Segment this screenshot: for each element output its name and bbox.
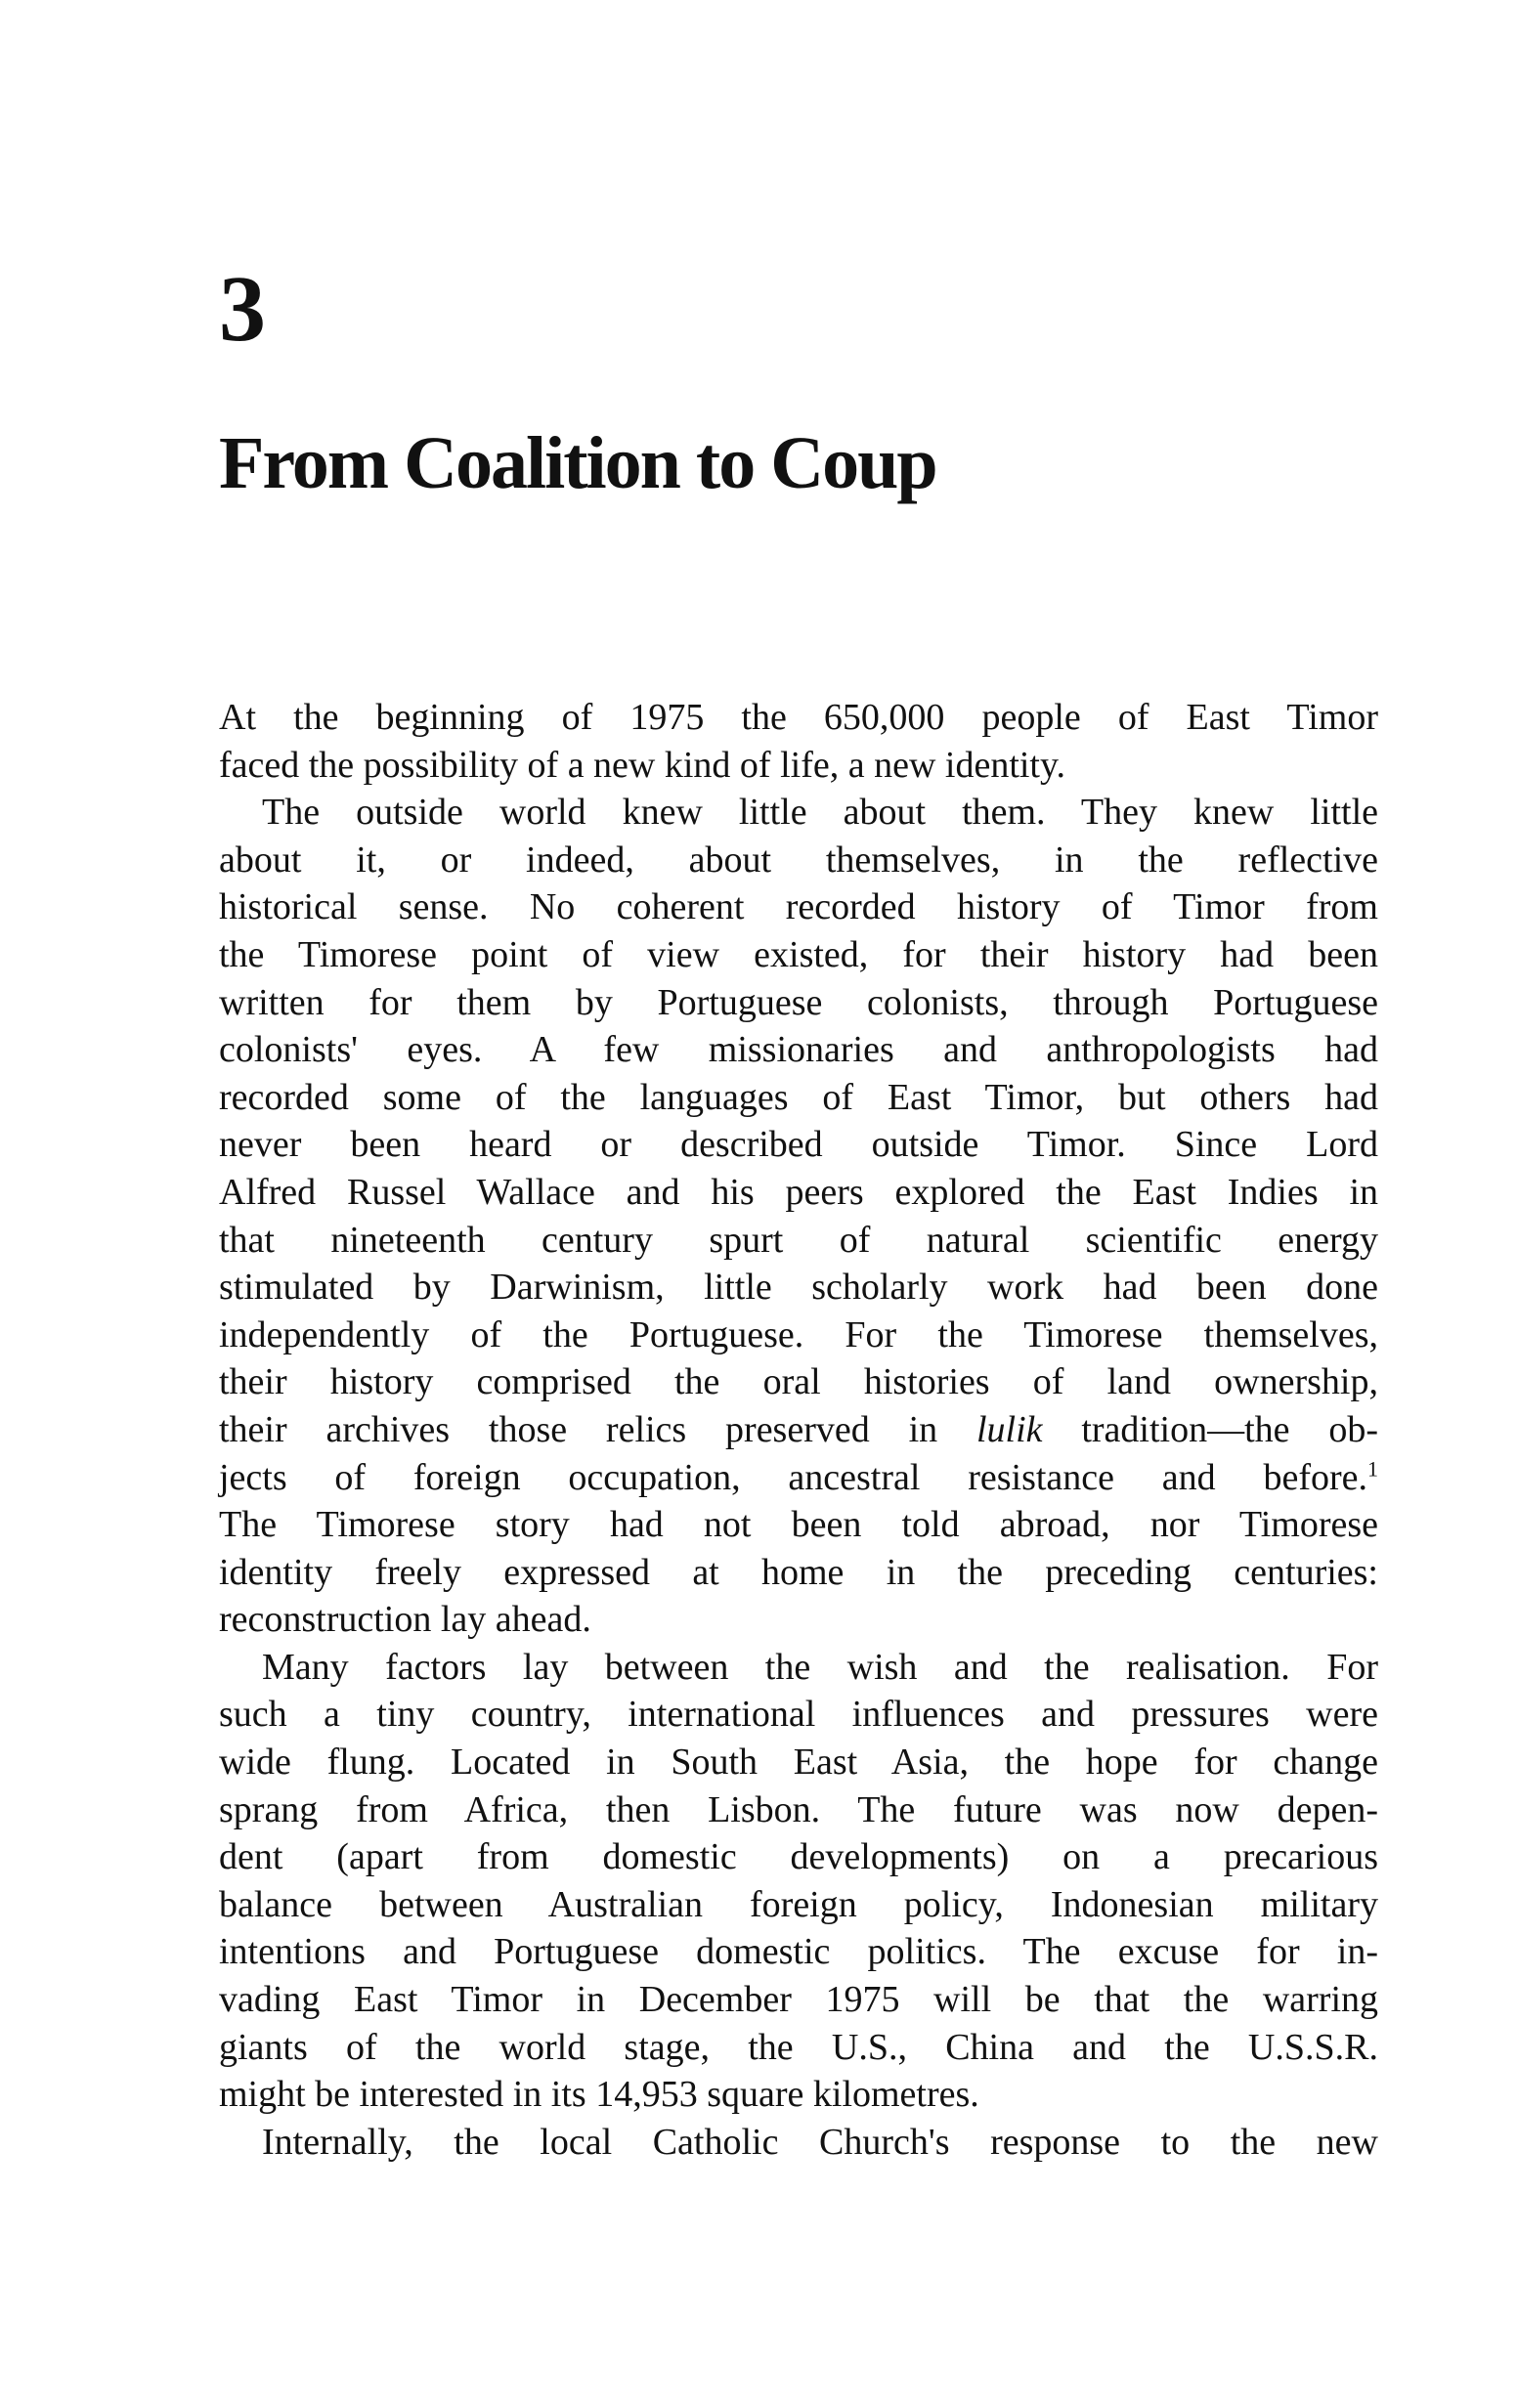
text-segment: their archives those relics preserved in	[219, 1408, 938, 1450]
paragraph	[219, 694, 1378, 789]
text-line: wide flung. Located in South East Asia, the hope for change	[219, 1742, 1378, 1784]
text-line: colonists' eyes. A few missionaries and anthropologists had	[219, 1029, 1378, 1071]
text-line: historical sense. No coherent recorded history of Timor from	[219, 886, 1378, 928]
text-line: Many factors lay between the wish and the realisation. For	[262, 1646, 1378, 1688]
paragraph	[219, 789, 1378, 1644]
text-segment: tradition—the ob-	[1081, 1408, 1378, 1450]
chapter-number: 3	[219, 256, 266, 361]
chapter-title: From Coalition to Coup	[219, 422, 936, 504]
text-line: independently of the Portuguese. For the Timorese themselves,	[219, 1313, 1378, 1355]
text-line: identity freely expressed at home in the preceding centuries:	[219, 1551, 1378, 1593]
text-line: the Timorese point of view existed, for their history had been	[219, 933, 1378, 975]
text-line: faced the possibility of a new kind of life, a new identity.	[219, 744, 1066, 786]
text-line: their history comprised the oral histories of land ownership,	[219, 1361, 1378, 1403]
text-line-with-footnote	[219, 1454, 1378, 1502]
text-line: The outside world knew little about them. They knew little	[262, 792, 1378, 834]
footnote-marker[interactable]: 1	[1367, 1455, 1378, 1481]
body-text	[219, 694, 1378, 2166]
text-line: that nineteenth century spurt of natural scientific energy	[219, 1219, 1378, 1261]
text-segment: jects of foreign occupation, ancestral resistance and before.	[219, 1456, 1367, 1498]
text-line: written for them by Portuguese colonists, through Portuguese	[219, 981, 1378, 1023]
paragraph	[219, 2119, 1378, 2167]
text-line: Alfred Russel Wallace and his peers explored the East Indies in	[219, 1171, 1378, 1213]
text-line: recorded some of the languages of East Timor, but others had	[219, 1076, 1378, 1118]
text-line: vading East Timor in December 1975 will be that the warring	[219, 1979, 1378, 2021]
text-line: never been heard or described outside Timor. Since Lord	[219, 1124, 1378, 1166]
text-line: balance between Australian foreign policy, Indonesian military	[219, 1883, 1378, 1925]
text-line: The Timorese story had not been told abroad, nor Timorese	[219, 1504, 1378, 1546]
text-line: dent (apart from domestic developments) on a precarious	[219, 1836, 1378, 1878]
text-line: reconstruction lay ahead.	[219, 1599, 591, 1641]
text-line: might be interested in its 14,953 square kilometres.	[219, 2074, 979, 2116]
text-line: Internally, the local Catholic Church's response to the new	[262, 2121, 1378, 2163]
text-line: sprang from Africa, then Lisbon. The future was now depen-	[219, 1788, 1378, 1830]
italic-term: lulik	[975, 1408, 1043, 1450]
text-line: stimulated by Darwinism, little scholarly work had been done	[219, 1267, 1378, 1309]
paragraph	[219, 1644, 1378, 2119]
text-line-with-italic	[219, 1406, 1378, 1454]
text-line: intentions and Portuguese domestic politics. The excuse for in-	[219, 1931, 1378, 1973]
text-line: giants of the world stage, the U.S., China and the U.S.S.R.	[219, 2026, 1378, 2068]
text-line: about it, or indeed, about themselves, in the reflective	[219, 838, 1378, 881]
text-line: such a tiny country, international influences and pressures were	[219, 1694, 1378, 1736]
text-line: At the beginning of 1975 the 650,000 people of East Timor	[219, 697, 1378, 738]
